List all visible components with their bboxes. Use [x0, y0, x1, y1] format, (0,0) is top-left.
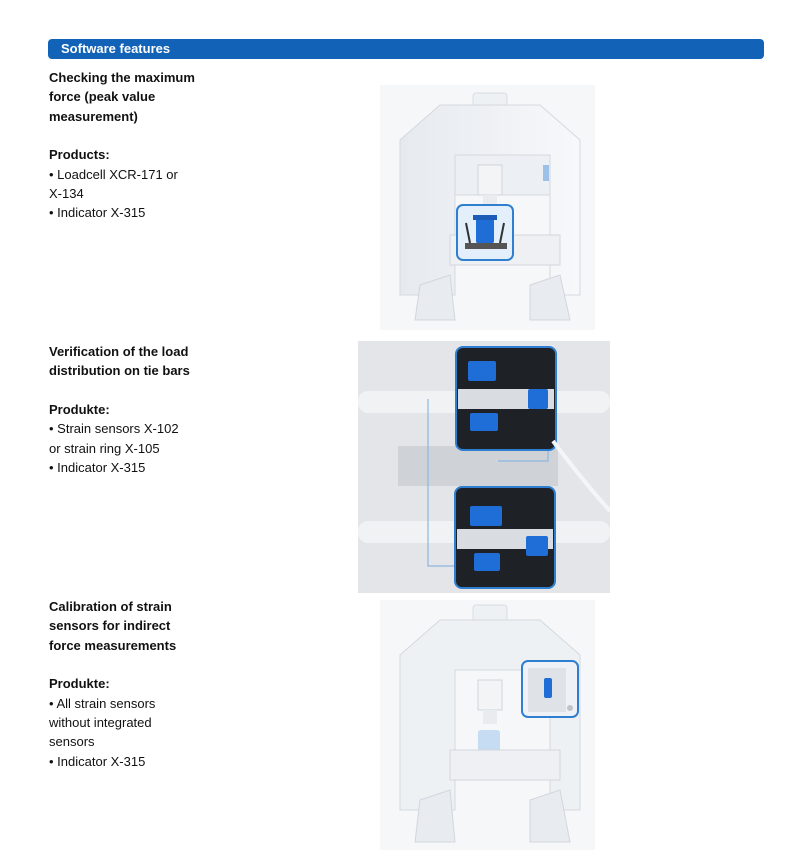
product-item: • Indicator X-315 — [49, 205, 146, 221]
feature-tie-bar-distribution — [49, 342, 199, 477]
feature-peak-force — [49, 68, 199, 223]
feature-title-line: distribution on tie bars — [49, 363, 190, 379]
feature-title-line: force measurements — [49, 637, 177, 653]
feature-title-line: Checking the maximum — [49, 70, 195, 85]
product-item: sensors — [49, 734, 95, 750]
product-item: without integrated — [49, 715, 152, 731]
feature-title-line: sensors for indirect — [49, 618, 171, 634]
section-header-title: Software features — [61, 41, 171, 56]
product-item: X-134 — [49, 186, 84, 202]
press-with-loadcell-illustration — [380, 85, 595, 330]
product-item: or strain ring X-105 — [49, 440, 160, 456]
feature-title — [49, 597, 199, 655]
press-with-indicator-illustration — [380, 600, 595, 850]
feature-title-line: measurement) — [49, 108, 138, 124]
products-heading: Produkte: — [49, 401, 110, 417]
feature-title — [49, 68, 199, 126]
feature-title-line: Verification of the load — [49, 344, 189, 359]
feature-title-line: force (peak value — [49, 89, 156, 105]
feature-title — [49, 342, 199, 381]
products-heading: Products: — [49, 147, 110, 163]
products-heading: Produkte: — [49, 676, 110, 692]
section-header — [48, 39, 764, 59]
tie-bar-strain-sensors-illustration — [358, 341, 610, 593]
feature-strain-calibration — [49, 597, 199, 771]
product-item: • Loadcell XCR-171 or — [49, 166, 178, 182]
product-item: • Strain sensors X-102 — [49, 421, 179, 437]
product-item: • Indicator X-315 — [49, 460, 146, 476]
product-item: • Indicator X-315 — [49, 753, 146, 769]
feature-title-line: Calibration of strain — [49, 599, 172, 614]
product-item: • All strain sensors — [49, 695, 156, 711]
